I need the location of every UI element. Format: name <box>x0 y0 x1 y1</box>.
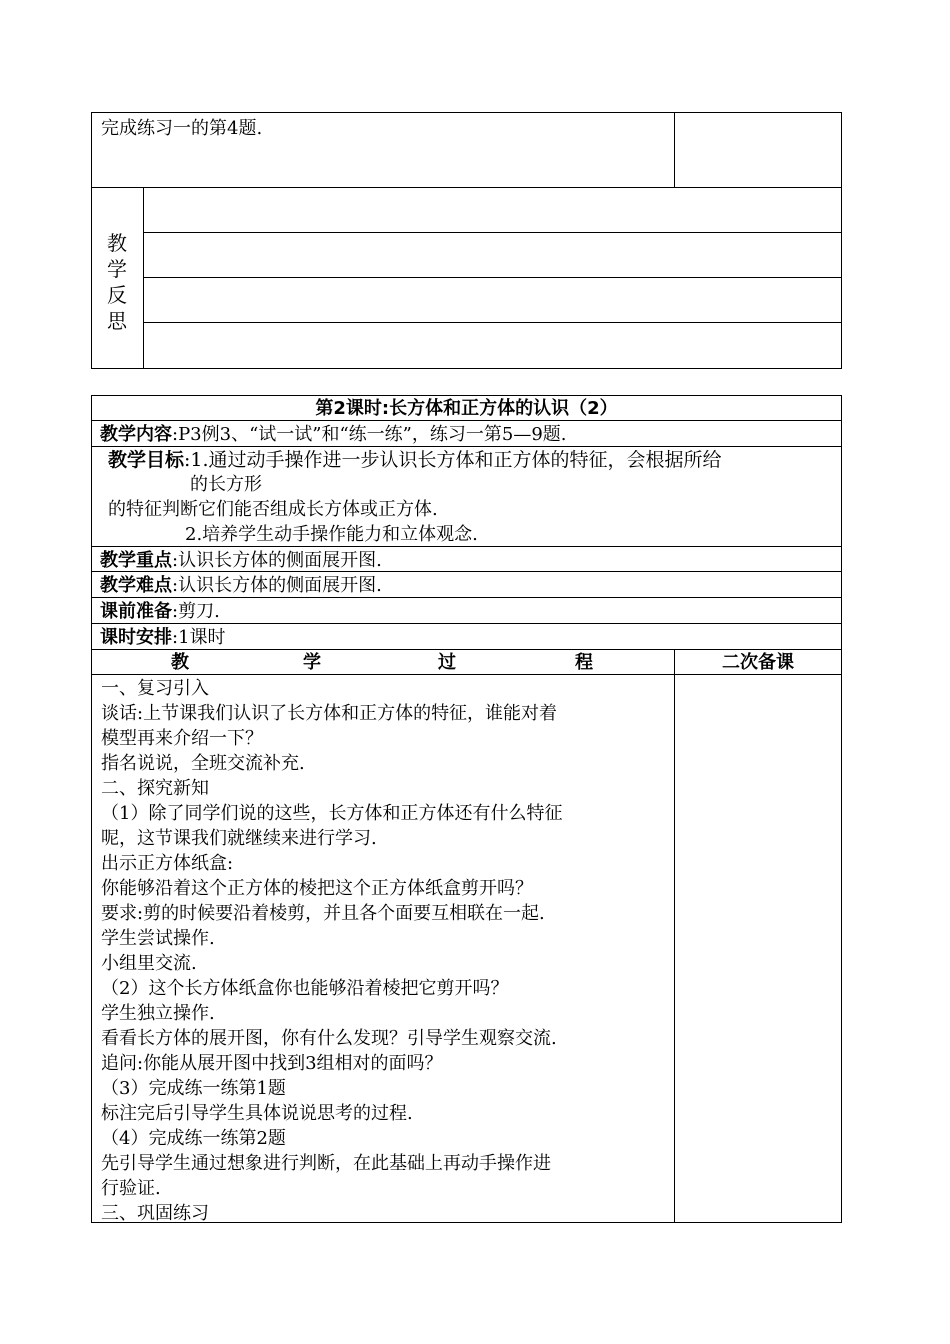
process-header-char: 过 <box>438 652 456 673</box>
reflection-label-char: 教 <box>107 231 127 255</box>
process-line: 指名说说，全班交流补充. <box>101 753 305 774</box>
process-line: 你能够沿着这个正方体的棱把这个正方体纸盒剪开吗？ <box>101 878 533 899</box>
schedule-label: 课时安排 <box>100 627 172 648</box>
prep-row <box>100 599 220 624</box>
difficulty-row <box>100 573 382 598</box>
goal-label: 教学目标 <box>108 449 185 471</box>
reflection-line <box>143 322 842 323</box>
process-line: 出示正方体纸盒: <box>101 853 234 874</box>
prep-value: :剪刀. <box>172 601 220 622</box>
process-line: 二、探究新知 <box>101 778 209 799</box>
process-line: （2）这个长方体纸盒你也能够沿着棱把它剪开吗？ <box>101 978 509 999</box>
content-value: :P3例3、“试一试”和“练一练”，练习一第5—9题. <box>172 424 567 445</box>
schedule-value: :1课时 <box>172 627 226 648</box>
goal-line-3: 的特征判断它们能否组成长方体或正方体. <box>108 499 438 520</box>
schedule-row <box>100 625 226 650</box>
process-line: 小组里交流. <box>101 953 197 974</box>
process-line: 一、复习引入 <box>101 678 209 699</box>
goal-line-1: :1.通过动手操作进一步认识长方体和正方体的特征，会根据所给 <box>184 449 722 471</box>
content-row <box>100 422 567 447</box>
reflection-line <box>143 277 842 278</box>
process-line: 模型再来介绍一下？ <box>101 728 263 749</box>
table-1 <box>91 112 842 369</box>
process-line: （4）完成练一练第2题 <box>101 1128 286 1149</box>
process-line: （1）除了同学们说的这些，长方体和正方体还有什么特征 <box>101 803 563 824</box>
process-line: （3）完成练一练第1题 <box>101 1078 286 1099</box>
process-line: 学生独立操作. <box>101 1003 215 1024</box>
lesson-title: 第2课时:长方体和正方体的认识（2） <box>315 398 618 419</box>
reflection-label-divider <box>143 187 144 369</box>
reflection-line <box>143 232 842 233</box>
table-1-col-divider <box>674 112 675 188</box>
process-line: 看看长方体的展开图，你有什么发现？引导学生观察交流. <box>101 1028 557 1049</box>
difficulty-label: 教学难点 <box>100 575 172 596</box>
process-line: 呢，这节课我们就继续来进行学习. <box>101 828 377 849</box>
reflection-label-char: 学 <box>107 257 127 281</box>
process-line: 行验证. <box>101 1178 161 1199</box>
goal-row <box>108 448 722 473</box>
process-line: 学生尝试操作. <box>101 928 215 949</box>
process-line: 要求:剪的时候要沿着棱剪，并且各个面要互相联在一起. <box>101 903 545 924</box>
goal-line-2: 的长方形 <box>190 474 262 495</box>
difficulty-value: :认识长方体的侧面展开图. <box>172 575 382 596</box>
table-1-row-divider <box>91 187 842 188</box>
process-line: 谈话:上节课我们认识了长方体和正方体的特征，谁能对着 <box>101 703 558 724</box>
content-label: 教学内容 <box>100 424 172 445</box>
key-value: :认识长方体的侧面展开图. <box>172 550 382 571</box>
process-line: 先引导学生通过想象进行判断，在此基础上再动手操作进 <box>101 1153 551 1174</box>
process-header-char: 教 <box>171 652 189 673</box>
reflection-label-char: 反 <box>107 283 127 307</box>
process-header-char: 程 <box>575 652 593 673</box>
key-row <box>100 548 382 573</box>
reflection-label-char: 思 <box>107 309 127 333</box>
process-line: 追问:你能从展开图中找到3组相对的面吗？ <box>101 1053 443 1074</box>
secondary-prep-header: 二次备课 <box>722 652 794 673</box>
goal-line-4: 2.培养学生动手操作能力和立体观念. <box>185 524 478 545</box>
key-label: 教学重点 <box>100 550 172 571</box>
prep-label: 课前准备 <box>100 601 172 622</box>
process-col-divider <box>674 649 675 1223</box>
exercise-text: 完成练习一的第4题. <box>101 118 263 139</box>
process-header-char: 学 <box>303 652 321 673</box>
process-line: 三、巩固练习 <box>101 1203 209 1224</box>
process-line: 标注完后引导学生具体说说思考的过程. <box>101 1103 413 1124</box>
